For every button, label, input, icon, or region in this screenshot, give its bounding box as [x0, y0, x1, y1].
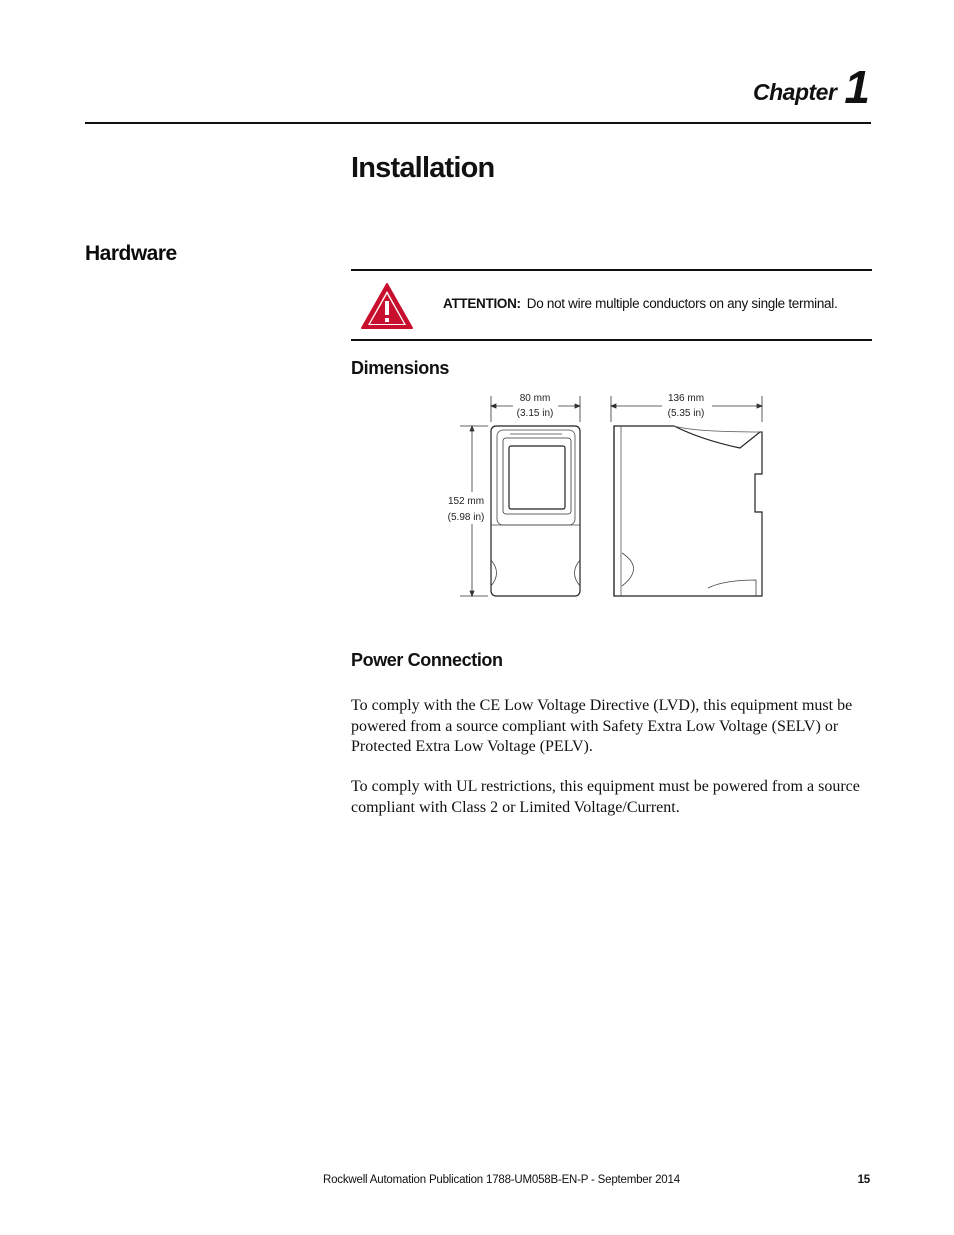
width-mm-label: 80 mm — [519, 393, 551, 404]
attention-bottom-rule — [351, 339, 872, 341]
page-title: Installation — [351, 152, 495, 184]
depth-mm-label: 136 mm — [667, 393, 705, 404]
power-connection-heading: Power Connection — [351, 650, 503, 670]
chapter-header — [753, 61, 870, 113]
header-rule — [85, 122, 871, 124]
power-paragraph-lvd: To comply with the CE Low Voltage Directive (LVD), this equipment must be powered from a source compliant with Safety Extra Low Voltage (SELV) or Protected Extra Low Voltage (PELV). — [351, 697, 853, 755]
footer-publication: Rockwell Automation Publication 1788-UM058B-EN-P - September 2014 — [323, 1174, 680, 1186]
dimensions-heading: Dimensions — [351, 358, 450, 378]
section-heading-hardware: Hardware — [85, 242, 177, 265]
attention-label: ATTENTION: — [443, 296, 521, 311]
width-in-label: (3.15 in) — [516, 408, 554, 419]
power-paragraph-ul: To comply with UL restrictions, this equipment must be powered from a source compliant with Class 2 or Limited Voltage/Current. — [351, 778, 860, 816]
attention-text: Do not wire multiple conductors on any single terminal. — [526, 296, 838, 311]
depth-in-label: (5.35 in) — [667, 408, 705, 419]
dimensions-drawing — [440, 388, 780, 608]
attention-top-rule — [351, 269, 872, 271]
warning-triangle-icon — [360, 282, 414, 330]
attention-message — [443, 296, 837, 311]
chapter-label: Chapter — [753, 79, 837, 105]
height-mm-label: 152 mm — [447, 496, 485, 507]
chapter-number: 1 — [844, 61, 870, 113]
page-number: 15 — [857, 1174, 870, 1186]
height-in-label: (5.98 in) — [447, 512, 485, 523]
